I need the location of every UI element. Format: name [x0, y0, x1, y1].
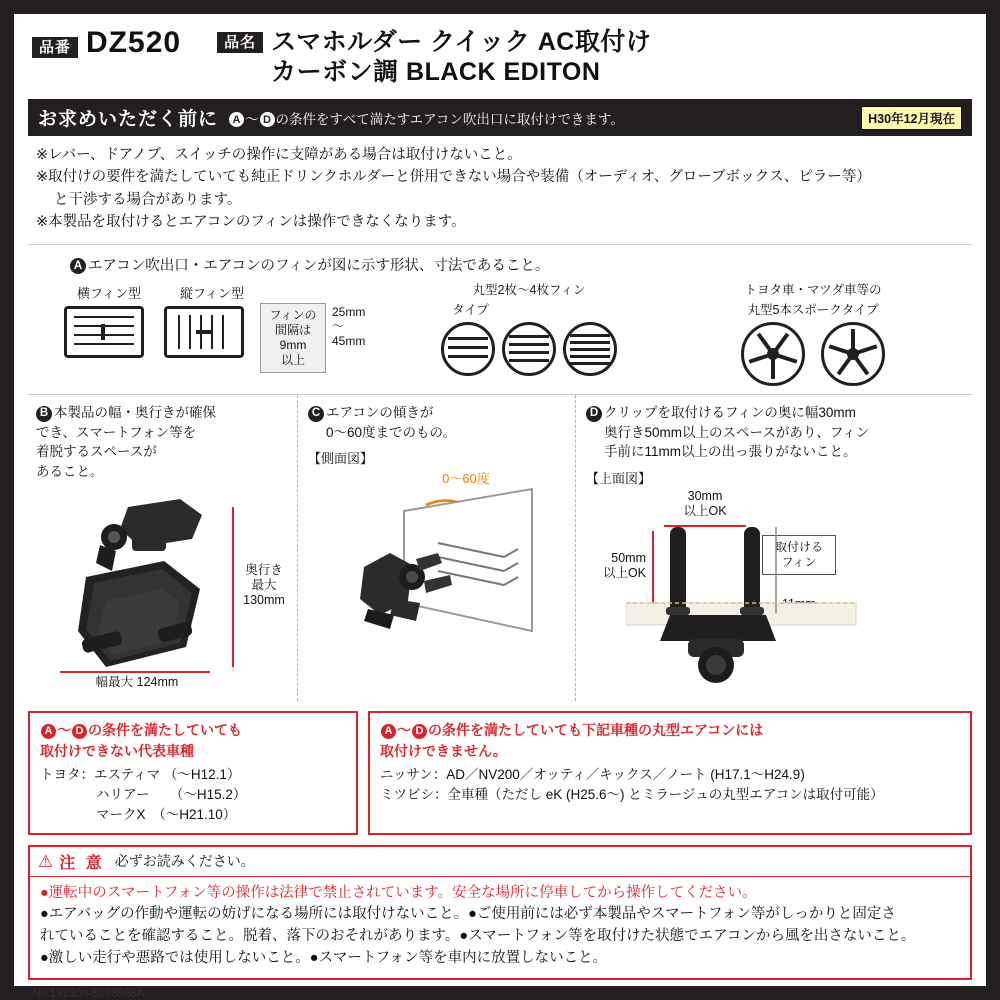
caution-subtitle: 必ずお読みください。 — [114, 853, 255, 870]
note-3: ※本製品を取付けるとエアコンのフィンは操作できなくなります。 — [36, 214, 466, 231]
caution-body — [30, 877, 970, 978]
caution-line-0: ●運転中のスマートフォン等の操作は法律で禁止されています。安全な場所に停車してから操作してください。 — [40, 884, 757, 901]
dim-25mm: 25mm — [332, 304, 366, 319]
dim-50mm: 50mm — [611, 550, 646, 565]
band-subtitle — [228, 108, 624, 128]
side-view-illustration — [308, 471, 564, 661]
round-vent-icon-2 — [502, 322, 556, 376]
fig-vertical-fin — [164, 283, 404, 386]
section-a-text: エアコン吹出口・エアコンのフィンが図に示す形状、寸法であること。 — [88, 257, 550, 274]
dim-30mm: 30mm — [687, 488, 723, 503]
code-group — [32, 28, 181, 58]
round-vent-icon-3 — [563, 322, 617, 376]
section-b-photo — [36, 485, 289, 695]
section-d-line0: クリップを取付けるフィンの奥に幅30mm — [604, 405, 856, 421]
fin-gap-line1: 間隔は — [274, 322, 311, 337]
fig-round-label-2: タイプ — [452, 302, 489, 317]
section-b — [28, 395, 298, 701]
marker-a-icon: A — [70, 258, 86, 274]
code-tag: 品番 — [32, 37, 78, 58]
marker-a: A — [229, 112, 244, 127]
name-group — [217, 28, 651, 87]
redbox1-row-2: マークX （〜H21.10） — [96, 807, 237, 823]
redbox2-title-line2: 取付けできません。 — [380, 742, 507, 759]
redbox1-marker-a: A — [41, 724, 56, 739]
depth-line0: 奥行き — [245, 563, 283, 578]
angle-label: 0〜60度 — [442, 471, 490, 487]
caution-line-2: れていることを確認すること。脱着、落下のおそれがあります。●スマートフォン等を取付けた状態でエアコンから風を出さないこと。 — [40, 928, 916, 945]
band-sub-text: の条件をすべて満たすエアコン吹出口に取付けできます。 — [275, 111, 624, 127]
redbox2-tilde: 〜 — [397, 722, 411, 739]
product-sheet — [14, 14, 986, 1000]
section-a-heading — [28, 254, 972, 275]
section-c-heading — [308, 403, 567, 442]
section-b-heading — [36, 403, 289, 481]
section-b-line1: でき、スマートフォン等を — [36, 424, 197, 440]
dim-30mm-ok: 以上OK — [683, 503, 727, 518]
fin-gap-line3: 以上 — [280, 352, 305, 367]
fin-gap-note — [260, 303, 326, 373]
marker-b-icon: B — [36, 406, 52, 422]
round-vent-icon-1 — [441, 322, 495, 376]
marker-c-icon: C — [308, 406, 324, 422]
fin-callout-line0: 取付ける — [774, 539, 823, 554]
marker-d: D — [260, 112, 275, 127]
redbox1-row-1: ハリアー （〜H15.2） — [96, 787, 247, 803]
before-purchase-band — [28, 99, 972, 136]
spoke-vent-icon-1 — [741, 322, 805, 386]
redbox1-title-line2: 取付けできない代表車種 — [40, 742, 194, 759]
round-vent-group — [404, 322, 654, 376]
fig-horizontal-fin — [28, 283, 164, 386]
notes-list — [36, 144, 968, 234]
section-d-line1: 奥行き50mm以上のスペースがあり、フィン — [604, 424, 870, 440]
fig-horizontal-fin-label: 横フィン型 — [77, 285, 141, 301]
redbox2-marker-d: D — [412, 724, 427, 739]
section-c-line1: 0〜60度までのもの。 — [326, 424, 456, 440]
section-d-line2: 手前に11mm以上の出っ張りがないこと。 — [604, 444, 857, 460]
section-b-line3: あること。 — [36, 463, 104, 479]
depth-label — [234, 563, 294, 608]
redbox1-title — [40, 720, 346, 761]
dim-45mm: 45mm — [332, 333, 366, 348]
redbox1-row-0: トヨタ：エスティマ （〜H12.1） — [40, 766, 241, 782]
section-a — [28, 244, 972, 394]
section-d — [576, 395, 972, 701]
header — [14, 14, 986, 89]
section-c — [298, 395, 576, 701]
exception-boxes — [28, 711, 972, 834]
redbox1-title-rest: の条件を満たしていても — [88, 722, 242, 739]
fig-spoke-label-1: トヨタ車・マツダ車等の — [744, 282, 882, 297]
product-name-line2: カーボン調 BLACK EDITON — [271, 57, 601, 86]
fin-gap-line2: 9mm — [279, 337, 307, 352]
spoke-vent-icon-2 — [821, 322, 885, 386]
fin-callout-line1: フィン — [781, 554, 817, 569]
section-d-heading — [586, 403, 964, 462]
caution-line-3: ●激しい走行や悪路では使用しないこと。●スマートフォン等を車内に放置しないこと。 — [40, 949, 608, 966]
redbox2-marker-a: A — [381, 724, 396, 739]
section-b-line0: 本製品の幅・奥行きが確保 — [54, 405, 216, 421]
note-1: ※取付けの要件を満たしていても純正ドリンクホルダーと併用できない場合や装備（オーディオ、グローブボックス、ピラー等） — [36, 169, 871, 186]
depth-line1: 最大 — [251, 578, 277, 593]
top-view-illustration — [626, 507, 926, 697]
caution-title: 注 意 — [59, 854, 105, 872]
fig-spoke-label-2: 丸型5本スポークタイプ — [747, 302, 879, 317]
fin-height-dims — [332, 305, 365, 386]
horizontal-vent-icon — [64, 306, 144, 358]
section-c-photo — [308, 471, 567, 681]
fig-spoke-vents — [654, 283, 972, 386]
redbox2-rows — [380, 765, 960, 806]
section-a-figures — [28, 283, 972, 394]
redbox2-row-1: ミツビシ：全車種（ただし eK (H25.6〜) とミラージュの丸型エアコンは取付可能） — [380, 787, 884, 803]
width-dim-line — [60, 671, 210, 673]
band-title: お求めいただく前に — [38, 109, 219, 130]
product-name-line1: スマホルダー クイック AC取付け — [271, 28, 652, 56]
dim-50mm-ok: 以上OK — [602, 565, 646, 580]
redbox2-row-0: ニッサン：AD／NV200／オッティ／キックス／ノート (H17.1〜H24.9) — [380, 766, 805, 782]
width-label: 幅最大 124mm — [95, 675, 179, 690]
caution-box — [28, 845, 972, 980]
band-tilde: 〜 — [245, 111, 259, 127]
redbox1-marker-d: D — [72, 724, 87, 739]
dim-tilde: 〜 — [332, 319, 345, 334]
redbox1-tilde: 〜 — [57, 722, 71, 739]
marker-d-icon: D — [586, 406, 602, 422]
fig-round-label-1: 丸型2枚〜4枚フィン — [472, 282, 586, 297]
fig-vertical-fin-label: 縦フィン型 — [180, 285, 244, 301]
warning-icon: ⚠ — [38, 851, 54, 871]
note-0: ※レバー、ドアノブ、スイッチの操作に支障がある場合は取付けないこと。 — [36, 147, 522, 163]
fig-round-vents — [404, 283, 654, 386]
spoke-vent-group — [654, 322, 972, 386]
redbox1-rows — [40, 765, 346, 826]
redbox2-title — [380, 720, 960, 761]
section-d-photo — [586, 488, 964, 681]
fin-gap-line0: フィンの — [269, 307, 317, 322]
redbox-models — [28, 711, 358, 834]
name-tag: 品名 — [217, 32, 263, 53]
sections-bcd — [28, 394, 972, 701]
note-2: と干渉する場合があります。 — [54, 191, 242, 208]
document-number: No.19230n-5078968A — [32, 987, 145, 1000]
depth-line2: 130mm — [243, 593, 285, 608]
redbox2-title-rest: の条件を満たしていても下記車種の丸型エアコンには — [428, 722, 764, 739]
caution-header — [30, 847, 970, 877]
caution-line-1: ●エアバッグの作動や運転の妨げになる場所には取付けないこと。●ご使用前には必ず本製品やスマートフォン等がしっかりと固定さ — [40, 906, 896, 923]
section-d-viewtag: 【上面図】 — [586, 470, 652, 486]
section-c-line0: エアコンの傾きが — [326, 405, 434, 421]
section-b-line2: 着脱するスペースが — [36, 444, 157, 460]
vertical-vent-icon — [164, 306, 244, 358]
product-code: DZ520 — [86, 26, 182, 59]
redbox-round-ac — [368, 711, 972, 834]
date-badge: H30年12月現在 — [861, 106, 962, 130]
section-c-viewtag: 【側面図】 — [308, 451, 374, 467]
